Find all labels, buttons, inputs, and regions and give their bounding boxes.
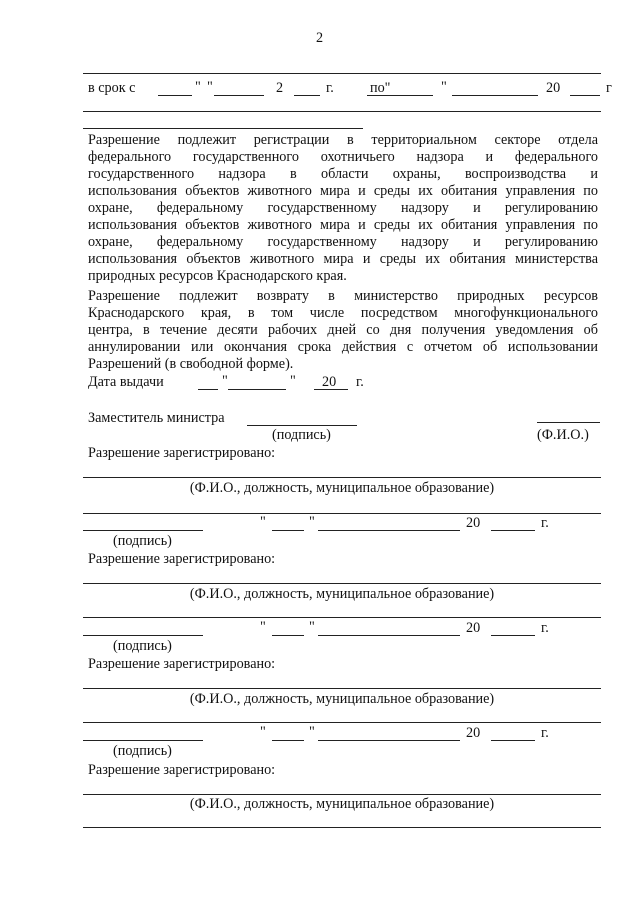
registration-year-prefix: 20 bbox=[466, 620, 481, 636]
registration-name-rule bbox=[83, 794, 601, 795]
registration-paragraph bbox=[88, 132, 598, 285]
term-from-quote-open: " bbox=[195, 79, 201, 95]
registration-signature-caption: (подпись) bbox=[113, 533, 172, 549]
registration-paragraph-line: использования объектов животного мира и среды их обитания управления по bbox=[88, 183, 598, 199]
registration-name-rule bbox=[83, 477, 601, 478]
registration-quote-close: " bbox=[309, 514, 315, 530]
registration-paragraph-line: федерального государственного охотничьего надзора и федерального bbox=[88, 149, 598, 165]
registration-paragraph-line: использования объектов животного мира и среды их обитания министерства bbox=[88, 251, 598, 267]
registration-year-suffix: г. bbox=[541, 515, 549, 531]
term-rule-2 bbox=[83, 128, 363, 129]
registration-signature-caption: (подпись) bbox=[113, 743, 172, 759]
registration-name-rule bbox=[83, 688, 601, 689]
registration-quote-close: " bbox=[309, 724, 315, 740]
issue-date-label: Дата выдачи bbox=[88, 374, 164, 390]
registration-label: Разрешение зарегистрировано: bbox=[88, 656, 276, 672]
registration-signature-blank bbox=[83, 635, 203, 636]
registration-rule bbox=[83, 827, 601, 828]
registration-paragraph-line: природных ресурсов Краснодарского края. bbox=[88, 268, 347, 284]
deputy-signature-blank bbox=[247, 425, 357, 426]
registration-rule bbox=[83, 513, 601, 514]
registration-year-blank bbox=[491, 635, 535, 636]
term-to-year-prefix: 20 bbox=[546, 80, 561, 96]
issue-date-day-blank bbox=[198, 389, 218, 390]
registration-month-blank bbox=[318, 740, 460, 741]
registration-paragraph-line: использования объектов животного мира и среды их обитания управления по bbox=[88, 217, 598, 233]
registration-signature-caption: (подпись) bbox=[113, 638, 172, 654]
issue-date-year-prefix: 20 bbox=[322, 374, 337, 390]
registration-rule bbox=[83, 617, 601, 618]
return-paragraph-line: Краснодарского края, в том числе посредством многофункционального bbox=[88, 305, 598, 321]
registration-quote-open: " bbox=[260, 724, 266, 740]
deputy-name-caption: (Ф.И.О.) bbox=[537, 427, 589, 443]
term-to-label: по" bbox=[370, 80, 391, 96]
registration-paragraph-line: Разрешение подлежит регистрации в территориальном секторе отдела bbox=[88, 132, 598, 148]
deputy-name-blank bbox=[537, 422, 600, 423]
term-to-quote-close: " bbox=[441, 79, 447, 95]
registration-rule bbox=[83, 722, 601, 723]
term-from-year-prefix: 2 bbox=[276, 80, 284, 96]
term-to-day-blank bbox=[367, 95, 433, 96]
term-to-year-suffix: г bbox=[606, 80, 612, 96]
registration-name-rule bbox=[83, 583, 601, 584]
term-from-day-blank bbox=[158, 95, 192, 96]
return-paragraph-line: аннулировании или окончания срока действия с отчетом об использовании bbox=[88, 339, 598, 355]
issue-date-quote-open: " bbox=[222, 373, 228, 389]
term-from-label: в срок с bbox=[88, 80, 136, 96]
term-rule-1 bbox=[83, 111, 601, 112]
registration-quote-close: " bbox=[309, 619, 315, 635]
registration-caption: (Ф.И.О., должность, муниципальное образование) bbox=[189, 691, 495, 707]
term-from-quote-close: " bbox=[207, 79, 213, 95]
term-from-year-blank bbox=[294, 95, 320, 96]
registration-label: Разрешение зарегистрировано: bbox=[88, 762, 276, 778]
registration-caption: (Ф.И.О., должность, муниципальное образование) bbox=[189, 796, 495, 812]
return-paragraph-line: Разрешений (в свободной форме). bbox=[88, 356, 294, 372]
registration-year-suffix: г. bbox=[541, 620, 549, 636]
registration-year-prefix: 20 bbox=[466, 725, 481, 741]
registration-month-blank bbox=[318, 530, 460, 531]
issue-date-year-suffix: г. bbox=[356, 374, 364, 390]
registration-label: Разрешение зарегистрировано: bbox=[88, 445, 276, 461]
registration-label: Разрешение зарегистрировано: bbox=[88, 551, 276, 567]
registration-paragraph-line: государственного надзора в области охраны, воспроизводства и bbox=[88, 166, 598, 182]
term-to-month-blank bbox=[452, 95, 538, 96]
term-from-month-blank bbox=[214, 95, 264, 96]
return-paragraph-line: Разрешение подлежит возврату в министерство природных ресурсов bbox=[88, 288, 598, 304]
registration-caption: (Ф.И.О., должность, муниципальное образование) bbox=[189, 480, 495, 496]
registration-month-blank bbox=[318, 635, 460, 636]
term-to-year-blank bbox=[570, 95, 600, 96]
registration-paragraph-line: охране, федеральному государственному надзору и регулированию bbox=[88, 234, 598, 250]
registration-quote-open: " bbox=[260, 619, 266, 635]
page-number: 2 bbox=[316, 30, 324, 46]
return-paragraph-line: центра, в течение десяти рабочих дней со дня получения уведомления об bbox=[88, 322, 598, 338]
term-top-rule bbox=[83, 73, 601, 74]
registration-year-prefix: 20 bbox=[466, 515, 481, 531]
registration-year-suffix: г. bbox=[541, 725, 549, 741]
registration-caption: (Ф.И.О., должность, муниципальное образование) bbox=[189, 586, 495, 602]
registration-day-blank bbox=[272, 635, 304, 636]
issue-date-quote-close: " bbox=[290, 373, 296, 389]
return-paragraph bbox=[88, 288, 598, 373]
term-from-year-suffix: г. bbox=[326, 80, 334, 96]
registration-year-blank bbox=[491, 530, 535, 531]
registration-signature-blank bbox=[83, 740, 203, 741]
deputy-minister-label: Заместитель министра bbox=[88, 410, 225, 426]
issue-date-year-blank bbox=[314, 389, 348, 390]
issue-date-month-blank bbox=[228, 389, 286, 390]
deputy-signature-caption: (подпись) bbox=[272, 427, 331, 443]
registration-day-blank bbox=[272, 530, 304, 531]
registration-paragraph-line: охране, федеральному государственному надзору и регулированию bbox=[88, 200, 598, 216]
registration-quote-open: " bbox=[260, 514, 266, 530]
registration-day-blank bbox=[272, 740, 304, 741]
registration-year-blank bbox=[491, 740, 535, 741]
registration-signature-blank bbox=[83, 530, 203, 531]
